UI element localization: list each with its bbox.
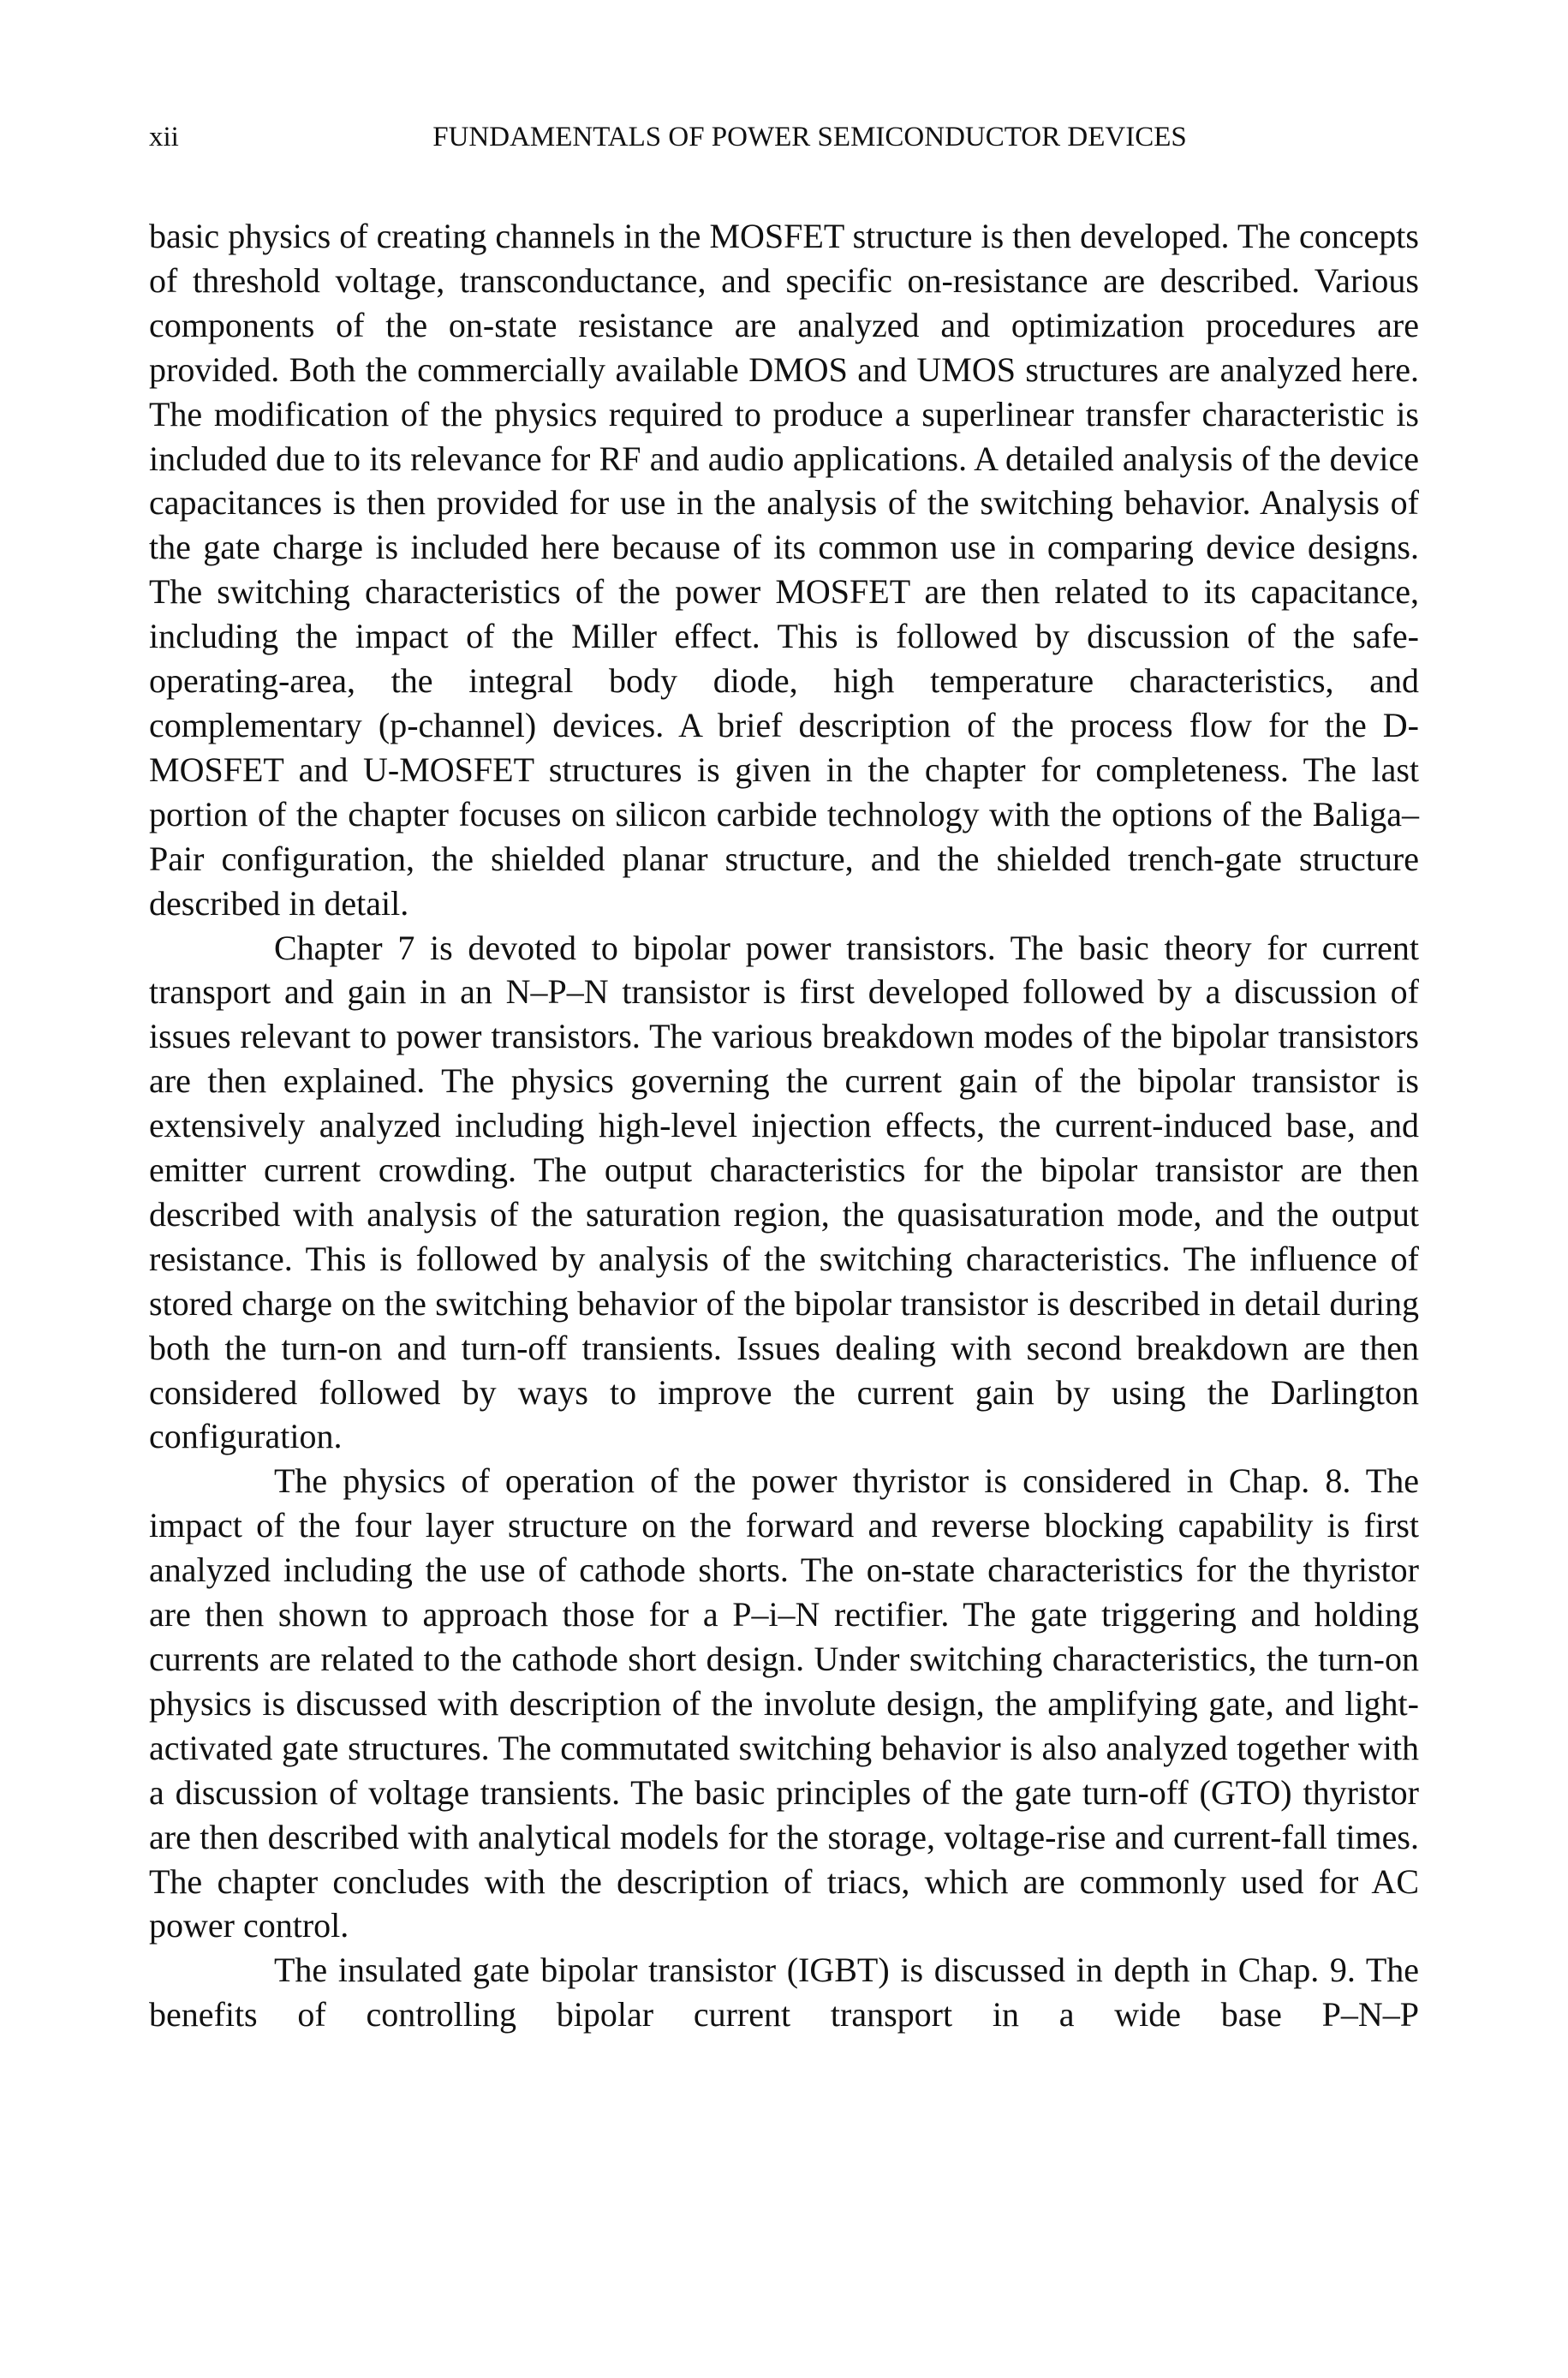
page-number: xii (149, 122, 179, 152)
body-text (149, 214, 1419, 2037)
paragraph-chapter-7: Chapter 7 is devoted to bipolar power transistors. The basic theory for current transport and gain in an N–P–N transistor is first developed followed by a discussion of issues relevant to power transistors. The various breakdown modes of the bipolar transistors are then explained. The physics governing the current gain of the bipolar transistor is extensively analyzed including high-level injection effects, the current-induced base, and emitter current crowding. The output characteristics for the bipolar transistor are then described with analysis of the saturation region, the quasisaturation mode, and the output resistance. This is followed by analysis of the switching characteristics. The influence of stored charge on the switching behavior of the bipolar transistor is described in detail during both the turn-on and turn-off transients. Issues dealing with second breakdown are then considered followed by ways to improve the current gain by using the Darlington configuration. (149, 928, 1419, 1456)
paragraph-mosfet-continuation: basic physics of creating channels in the MOSFET structure is then developed. The concepts of threshold voltage, transconductance, and specific on-resistance are described. Various components of the on-state resistance are analyzed and optimization procedures are provided. Both the commercially available DMOS and UMOS structures are analyzed here. The modification of the physics required to produce a superlinear transfer characteristic is included due to its relevance for RF and audio applications. A detailed analysis of the device capacitances is then provided for use in the analysis of the switching behavior. Analysis of the gate charge is included here because of its common use in comparing device designs. The switching characteristics of the power MOSFET are then related to its capacitance, including the impact of the Miller effect. This is followed by discussion of the safe-operating-area, the integral body diode, high temperature characteristics, and complementary (p-channel) devices. A brief description of the process flow for the D-MOSFET and U-MOSFET structures is given in the chapter for completeness. The last portion of the chapter focuses on silicon carbide technology with the options of the Baliga–Pair configuration, the shielded planar structure, and the shielded trench-gate structure described in detail. (149, 217, 1419, 923)
paragraph-chapter-8: The physics of operation of the power thyristor is considered in Chap. 8. The impact of the four layer structure on the forward and reverse blocking capability is first analyzed including the use of cathode shorts. The on-state characteristics for the thyristor are then shown to approach those for a P–i–N rectifier. The gate triggering and holding currents are related to the cathode short design. Under switching characteristics, the turn-on physics is discussed with description of the involute design, the amplifying gate, and light-activated gate structures. The commutated switching behavior is also analyzed together with a discussion of voltage transients. The basic principles of the gate turn-off (GTO) thyristor are then described with analytical models for the storage, voltage-rise and current-fall times. The chapter concludes with the description of triacs, which are commonly used for AC power control. (149, 1461, 1419, 1945)
paragraph-chapter-9: The insulated gate bipolar transistor (IGBT) is discussed in depth in Chap. 9. The benefits of controlling bipolar current transport in a wide base P–N–P (149, 1951, 1419, 2034)
page-header (149, 122, 1419, 163)
running-head-title: FUNDAMENTALS OF POWER SEMICONDUCTOR DEVICES (432, 122, 1187, 152)
